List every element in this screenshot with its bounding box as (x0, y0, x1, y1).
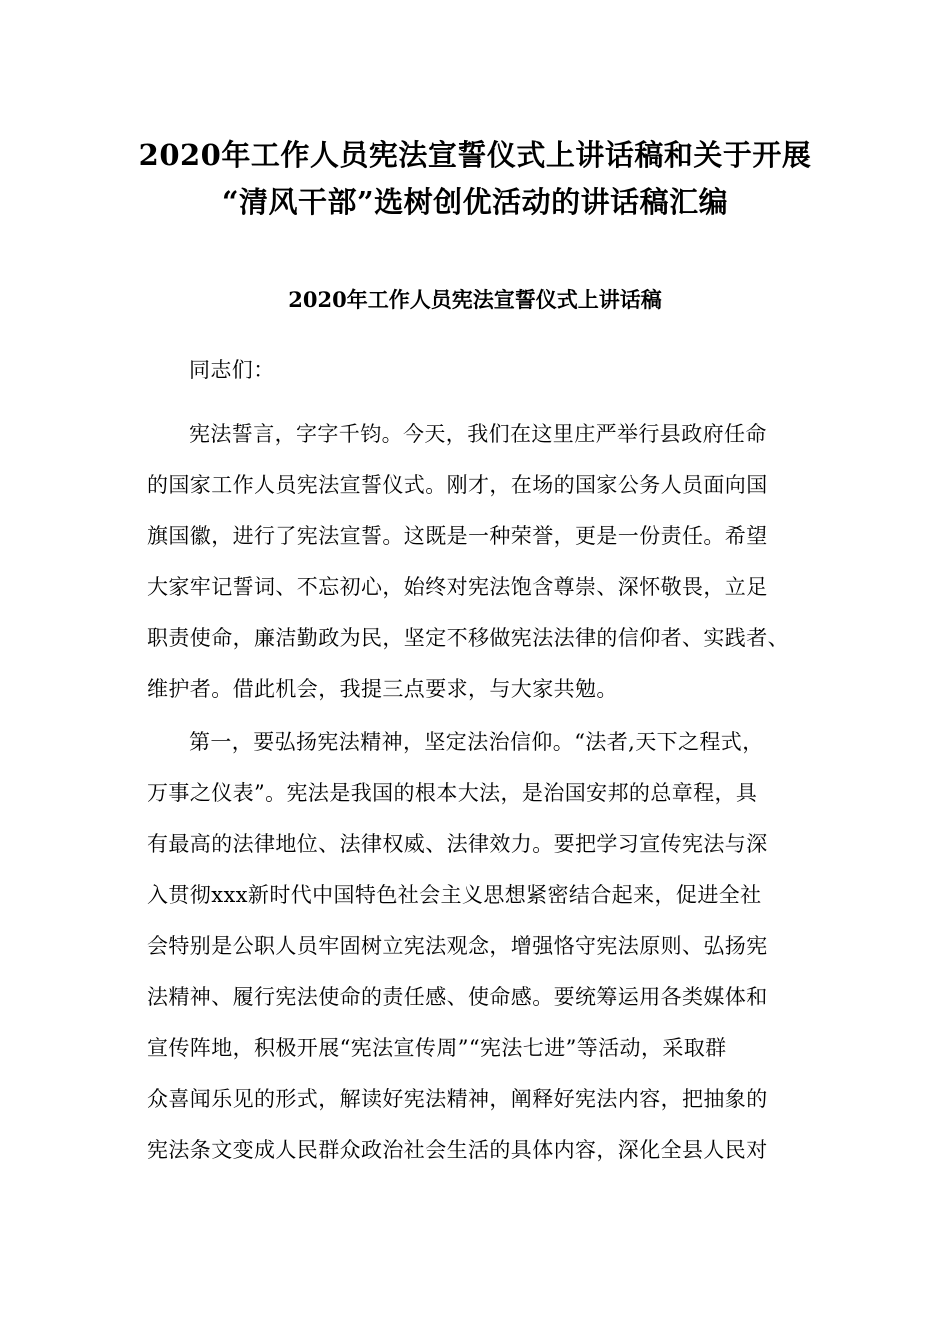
greeting-text: 同志们： (189, 358, 275, 382)
paragraph-line: 的国家工作人员宪法宣誓仪式。刚才，在场的国家公务人员面向国 (147, 473, 768, 497)
paragraph-line: 大家牢记誓词、不忘初心，始终对宪法饱含尊崇、深怀敬畏，立足 (147, 575, 768, 599)
paragraph-1 (147, 409, 807, 715)
paragraph-line: 有最高的法律地位、法律权威、法律效力。要把学习宣传宪法与深 (147, 832, 768, 856)
section-title: 2020年工作人员宪法宣誓仪式上讲话稿 (288, 287, 662, 312)
paragraph-2 (147, 717, 807, 1176)
greeting (147, 345, 807, 396)
paragraph-line: 职责使命，廉洁勤政为民，坚定不移做宪法法律的信仰者、实践者、 (147, 626, 789, 650)
document-title-line-1: 2020年工作人员宪法宣誓仪式上讲话稿和关于开展 (138, 138, 812, 172)
paragraph-line: 第一，要弘扬宪法精神，坚定法治信仰。“法者,天下之程式， (189, 730, 764, 754)
paragraph-line: 旗国徽，进行了宪法宣誓。这既是一种荣誉，更是一份责任。希望 (147, 524, 768, 548)
paragraph-line: 众喜闻乐见的形式，解读好宪法精神，阐释好宪法内容，把抽象的 (147, 1087, 768, 1111)
paragraph-line: 宪法条文变成人民群众政治社会生活的具体内容，深化全县人民对 (147, 1138, 768, 1162)
paragraph-line: 会特别是公职人员牢固树立宪法观念，增强恪守宪法原则、弘扬宪 (147, 934, 768, 958)
paragraph-line: 宣传阵地，积极开展“宪法宣传周”“宪法七进”等活动，采取群 (147, 1036, 727, 1060)
document-title-line-2: “清风干部”选树创优活动的讲话稿汇编 (221, 185, 729, 219)
paragraph-line: 法精神、履行宪法使命的责任感、使命感。要统筹运用各类媒体和 (147, 985, 768, 1009)
paragraph-line: 维护者。借此机会，我提三点要求，与大家共勉。 (147, 677, 618, 701)
paragraph-line: 宪法誓言，字字千钧。今天，我们在这里庄严举行县政府任命 (189, 422, 767, 446)
paragraph-line: 入贯彻xxx新时代中国特色社会主义思想紧密结合起来，促进全社 (147, 883, 762, 907)
paragraph-line: 万事之仪表”。宪法是我国的根本大法，是治国安邦的总章程，具 (147, 781, 758, 805)
